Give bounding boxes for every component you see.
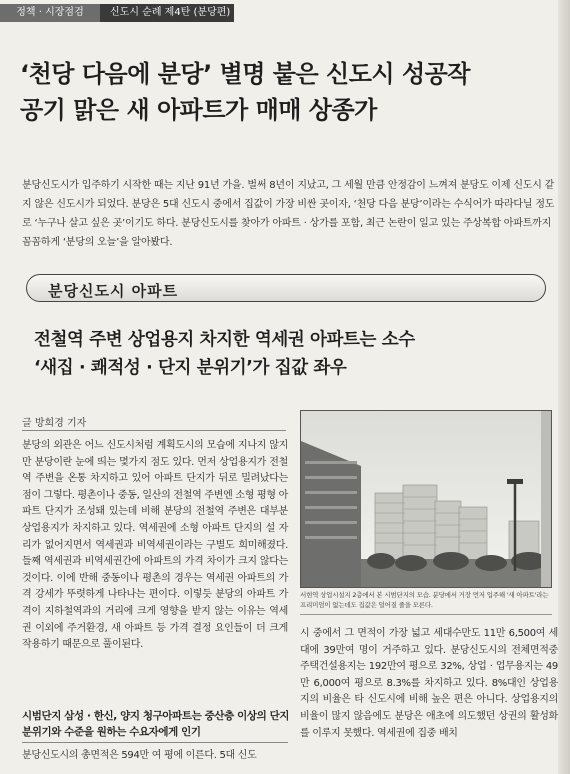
subheadline — [34, 326, 544, 382]
byline: 글 방희경 기자 — [22, 418, 87, 429]
section-banner-label: 분당신도시 아파트 — [48, 282, 179, 300]
series-tag: 신도시 순례 제4탄 (분당편) — [100, 4, 234, 22]
caption-divider — [300, 614, 552, 615]
subheadline-line-1: 전철역 주변 상업용지 차지한 역세권 아파트는 소수 — [34, 330, 415, 350]
headline — [20, 56, 560, 128]
inline-subheading: 시범단지 삼성 · 한신, 양지 청구아파트는 중산층 이상의 단지 분위기와 수준을 원하는 수요자에게 인기 — [22, 710, 290, 738]
page-gutter — [558, 0, 570, 774]
body-text-left: 분당의 외관은 어느 신도시처럼 계획도시의 모습에 지나지 않지만 분당이란 눈에 띄는 몇가지 점도 있다. 먼저 상업용지가 전철역 주변을 온통 차지하고 있어 아파트 단지가 뒤로 밀려났다는 점이 그렇다. 평촌이나 중동, 일산의 전철역 주변엔 소형 평형 아파트 단지가 조성돼 있는데 비해 분당의 전철역 주변은 대부분 상업용지가 차지하고 있다. 역세권에 소형 아파트 단지의 설 자리가 없어지면서 역세권과 비역세권이라는 구별도 희미해졌다. 들째 역세권과 비역세권간에 아파트의 가격 차이가 크지 않다는 것이다. 이에 반해 중동이나 평촌의 경우는 역세권 아파트의 가격 강세가 뚜렷하게 나타나는 편이다. 이렇듯 분당의 아파트 가격이 지하철역과의 거리에 크게 영향을 받지 않는 이유는 역세권 이외에 주거환경, 새 아파트 등 가격 결정 요인들이 더 크게 작용하기 때문으로 풀이된다. — [22, 440, 288, 651]
headline-line-2: 공기 맑은 새 아파트가 매매 상종가 — [20, 96, 377, 124]
apartment-photo-image — [301, 411, 552, 588]
headline-line-1: ‘천당 다음에 분당’ 별명 붙은 신도시 성공작 — [20, 60, 470, 88]
body-text-left-tail: 분당신도시의 총면적은 594만 여 평에 이른다. 5대 신도 — [22, 750, 257, 761]
subheadline-line-2: ‘새집 · 쾌적성 · 단지 분위기’가 집값 좌우 — [34, 358, 347, 378]
lead-paragraph: 분당신도시가 입주하기 시작한 때는 지난 91년 가을. 벌써 8년이 지났고, 그 세월 만큼 안정감이 느껴져 분당도 이제 신도시 같지 않은 신도시가 되었다. 분당은 5대 신도시 중에서 집값이 가장 비싼 곳이자, ‘천당 다음 분당’이라는 수식어가 따라다닐 정도로 ‘누구나 살고 싶은 곳’이기도 하다. 분당신도시를 찾아가 아파트 · 상가를 포함, 최근 논란이 일고 있는 주상복합 아파트까지 꼼꼼하게 ‘분당의 오늘’을 알아봤다. — [22, 180, 555, 248]
body-text-right: 시 중에서 그 면적이 가장 넓고 세대수만도 11만 6,500여 세대에 39만여 명이 거주하고 있다. 분당신도시의 전체면적중 주택건설용지는 192만여 평으로 32%, 상업 · 업무용지는 49만 6,000여 평으로 8.3%를 차지하고 있다. 8%대인 상업용지의 비율은 타 신도시에 비해 높은 편은 아니다. 상업용지의 비율이 많지 않음에도 분당은 애초에 의도했던 상권의 활성화를 이루지 못했다. 역세권에 집중 배치 — [300, 628, 558, 739]
byline-divider — [22, 430, 286, 431]
photo-caption: 서현역 상업시설지 2층에서 본 시범단지의 모습. 분당에서 거장 먼저 입주해 '새 아파트'라는 프리미엄이 없는데도 집값은 덜어질 줄을 모른다. — [300, 591, 549, 609]
subheading-divider — [22, 742, 288, 743]
apartment-photo — [300, 410, 552, 588]
section-tag: 정책 · 시장점검 — [0, 4, 100, 22]
